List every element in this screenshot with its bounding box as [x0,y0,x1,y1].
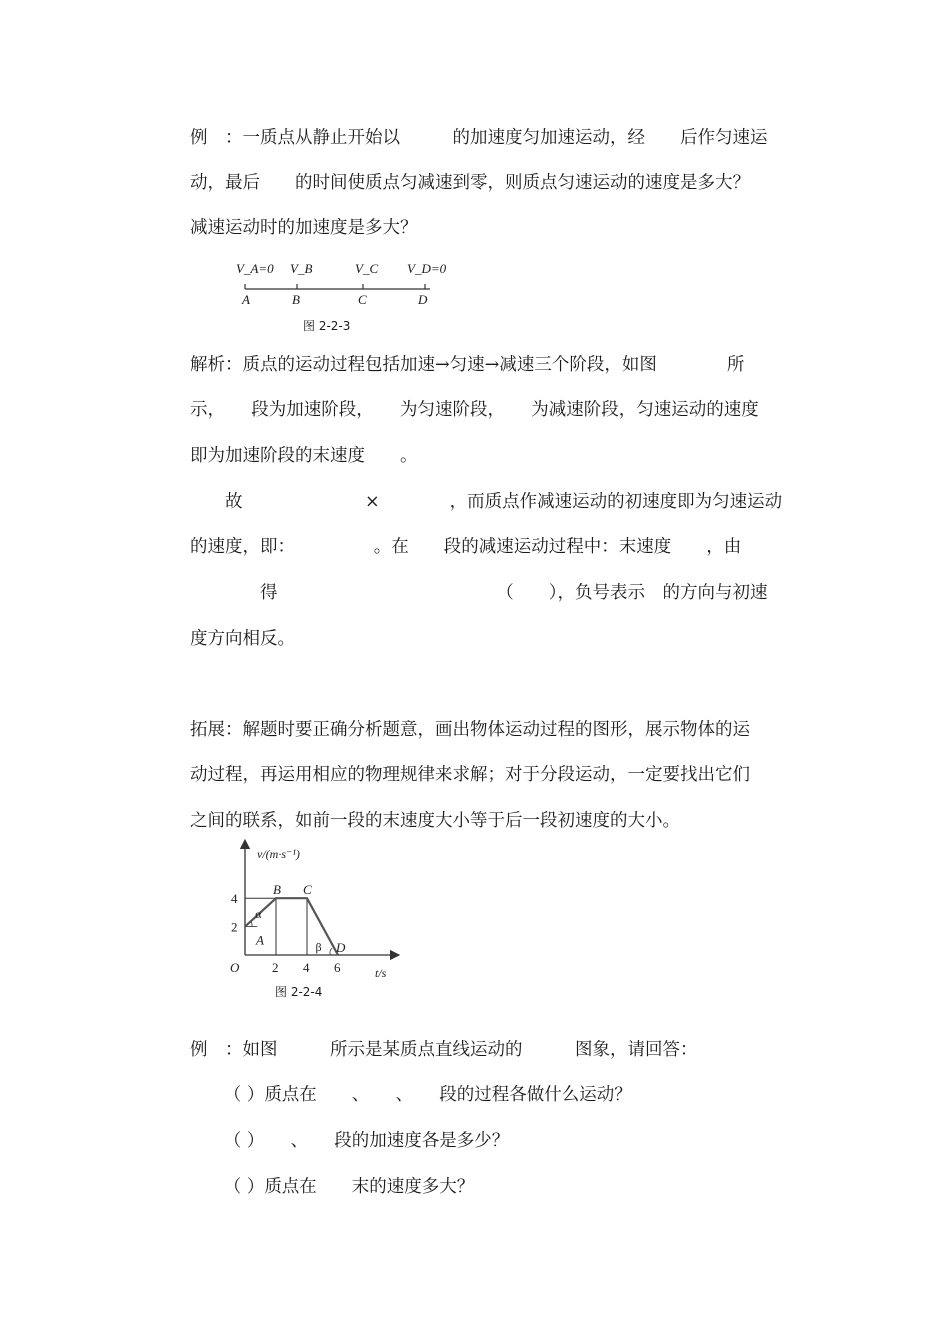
vt-point-b [275,897,277,899]
y-axis-label: v/(m·s⁻¹) [257,847,300,861]
point-label-c: C [358,292,367,307]
beta-label: β [315,940,322,954]
solution-line-3: 即为加速阶段的末速度 。 [190,446,418,466]
solution-line-1: 解析：质点的运动过程包括加速→匀速→减速三个阶段，如图 所 [190,355,745,375]
example2-line-3: （ ） 、 段的加速度各是多少？ [215,1131,510,1151]
velocity-label-a: V_A=0 [236,261,274,276]
beta-arc [330,948,332,955]
vt-chart [225,840,415,990]
example1-line-1: 例 ：一质点从静止开始以 的加速度匀加速运动，经 后作匀速运 [190,128,768,148]
point-label-b: B [273,882,281,898]
example2-line-4: （ ）质点在 末的速度多大？ [215,1177,475,1197]
solution-line-2: 示， 段为加速阶段， 为匀速阶段， 为减速阶段，匀速运动的速度 [190,400,759,420]
point-label-a: A [242,292,250,307]
solution-line-6: 得 （ ），负号表示 的方向与初速 [190,583,768,603]
figure-2-2-4-caption: 图 2-2-4 [275,985,323,999]
vt-point-c [306,897,308,899]
origin-label: O [230,960,240,975]
solution-line-5: 的速度，即： 。在 段的减速运动过程中：末速度 ，由 [190,537,742,557]
extension-line-2: 动过程，再运用相应的物理规律来求解；对于分段运动，一定要找出它们 [190,765,750,785]
extension-line-1: 拓展：解题时要正确分析题意，画出物体运动过程的图形，展示物体的运 [190,720,750,740]
x-tick-4: 4 [303,960,310,975]
alpha-label: α [255,907,262,922]
example2-line-1: 例 ：如图 所示是某质点直线运动的 图象，请回答： [190,1040,698,1060]
velocity-label-c: V_C [355,261,379,276]
example1-line-3: 减速运动时的加速度是多大？ [190,218,418,238]
point-label-c: C [303,882,312,898]
extension-line-3: 之间的联系，如前一段的末速度大小等于后一段初速度的大小。 [190,811,680,831]
point-label-b: B [292,292,300,307]
point-label-d: D [336,940,346,955]
point-label-a: A [256,932,264,948]
point-label-d: D [418,292,428,307]
figure-2-2-3-caption: 图 2-2-3 [303,319,351,333]
example2-line-2: （ ）质点在 、 、 段的过程各做什么运动？ [215,1085,632,1105]
velocity-label-b: V_B [290,261,313,276]
example1-line-2: 动，最后 的时间使质点匀减速到零，则质点匀速运动的速度是多大？ [190,173,750,193]
vt-labels [230,847,387,980]
x-tick-6: 6 [334,960,341,975]
alpha-arc [251,922,252,927]
vt-point-a [244,926,246,928]
figure-2-2-3-line [240,280,440,300]
y-tick-4: 4 [231,891,238,907]
x-axis-label: t/s [375,966,387,980]
solution-line-7: 度方向相反。 [190,629,295,649]
velocity-label-d: V_D=0 [407,261,447,276]
x-tick-2: 2 [272,960,279,975]
y-tick-2: 2 [231,919,238,935]
solution-line-4: 故 × ，而质点作减速运动的初速度即为匀速运动 [190,492,783,512]
